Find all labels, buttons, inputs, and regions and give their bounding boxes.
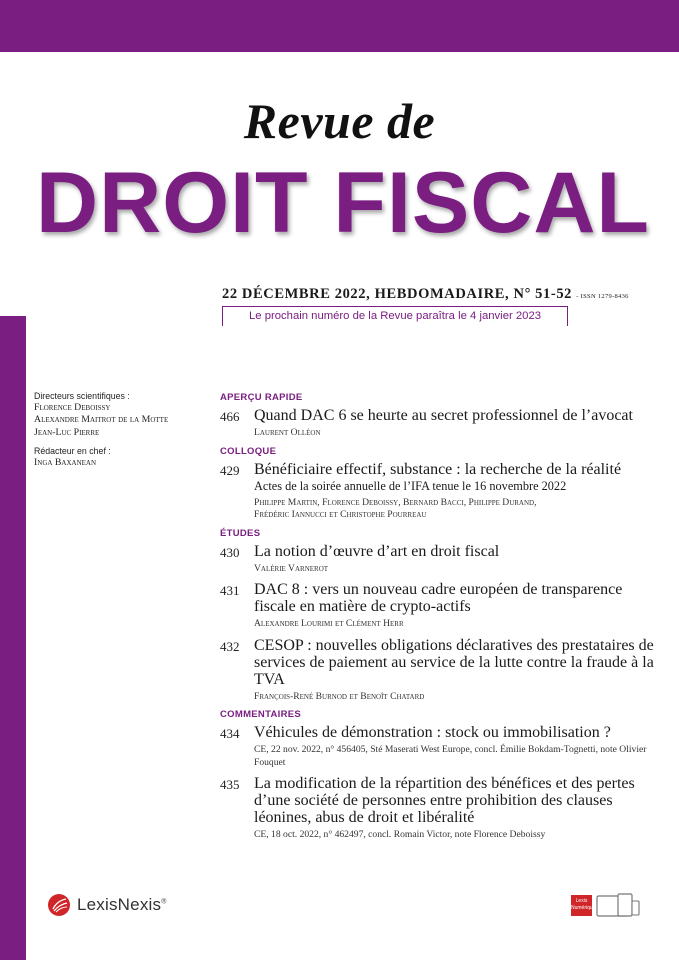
lexisnexis-wordmark: LexisNexis®	[77, 895, 167, 914]
toc-entry[interactable]	[220, 637, 660, 704]
issue-date: 22 DÉCEMBRE 2022, HEBDOMADAIRE, N° 51-52	[222, 286, 573, 302]
lexis-numerique-badge: Lexis Numérique	[571, 895, 592, 916]
issue-line	[222, 286, 629, 303]
article-subtitle: Actes de la soirée annuelle de l’IFA tenue le 16 novembre 2022	[254, 478, 567, 493]
top-band	[0, 0, 679, 52]
masthead-revue: Revue de	[243, 93, 436, 149]
article-author: Laurent Olléon	[254, 427, 321, 438]
section-heading-colloque: COLLOQUE	[220, 445, 277, 457]
article-title[interactable]: La modification de la répartition des bénéfices et des pertes d’une société de personnes entre prohibition des clauses léonines, abus de droit et libéralité	[254, 775, 635, 826]
article-number: 432	[220, 638, 240, 654]
lexisnexis-logo	[47, 893, 167, 917]
left-band	[0, 316, 26, 960]
article-author: Philippe Martin, Florence Deboissy, Bernard Bacci, Philippe Durand,	[254, 496, 537, 508]
article-number: 429	[220, 462, 240, 478]
article-title[interactable]: Quand DAC 6 se heurte au secret professionnel de l’avocat	[254, 407, 633, 424]
directors-label: Directeurs scientifiques :	[34, 391, 130, 401]
article-number: 430	[220, 544, 240, 560]
toc-entry[interactable]	[220, 543, 660, 576]
toc-entry[interactable]	[220, 724, 660, 769]
article-title[interactable]: Véhicules de démonstration : stock ou immobilisation ?	[254, 724, 611, 741]
article-number: 431	[220, 583, 240, 598]
devices-icon	[596, 893, 640, 919]
lexisnexis-emblem-icon	[47, 893, 71, 917]
director: Jean-Luc Pierre	[34, 426, 100, 438]
masthead-title: DROIT FISCAL	[36, 155, 650, 251]
article-title[interactable]: CESOP : nouvelles obligations déclaratives des prestataires de services de paiement au service de la lutte contre la fraude à la TVA	[254, 636, 654, 688]
article-reference: CE, 22 nov. 2022, n° 456405, Sté Maserati West Europe, concl. Émilie Bokdam-Tognetti, note Olivier Fouquet	[254, 744, 647, 768]
article-author: Frédéric Iannucci et Christophe Pourreau	[254, 509, 427, 520]
article-title[interactable]: Bénéficiaire effectif, substance : la recherche de la réalité	[254, 460, 622, 478]
next-issue-note: Le prochain numéro de la Revue paraîtra le 4 janvier 2023	[248, 310, 542, 322]
article-title[interactable]: La notion d’œuvre d’art en droit fiscal	[254, 542, 500, 560]
editor-label: Rédacteur en chef :	[34, 446, 111, 457]
issue-rule	[222, 306, 568, 307]
director: Alexandre Maitrot de la Motte	[34, 414, 169, 426]
article-number: 466	[220, 409, 240, 424]
article-author: François-René Burnod et Benoît Chatard	[254, 690, 425, 702]
table-of-contents	[220, 392, 660, 848]
article-number: 434	[220, 726, 240, 741]
issn: - ISSN 1279-8436	[576, 293, 629, 300]
toc-entry[interactable]	[220, 581, 660, 631]
article-reference: CE, 18 oct. 2022, n° 462497, concl. Romain Victor, note Florence Deboissy	[254, 829, 546, 840]
section-heading-apercu: APERÇU RAPIDE	[220, 392, 303, 403]
article-number: 435	[220, 777, 240, 792]
rule-tick-left	[222, 306, 223, 326]
toc-entry[interactable]	[220, 407, 660, 440]
section-heading-commentaires: COMMENTAIRES	[220, 709, 302, 720]
article-title[interactable]: DAC 8 : vers un nouveau cadre européen de transparence fiscale en matière de crypto-actifs	[254, 581, 623, 615]
article-author: Alexandre Lourimi et Clément Herr	[254, 618, 404, 629]
editorial-board	[34, 390, 214, 470]
toc-entry[interactable]	[220, 461, 660, 522]
section-heading-etudes: ÉTUDES	[220, 527, 261, 539]
director: Florence Deboissy	[34, 402, 111, 413]
article-author: Valérie Varnerot	[254, 562, 329, 574]
editor-in-chief: Inga Baxanean	[34, 457, 97, 469]
rule-tick-right	[567, 306, 568, 326]
toc-entry[interactable]	[220, 775, 660, 842]
